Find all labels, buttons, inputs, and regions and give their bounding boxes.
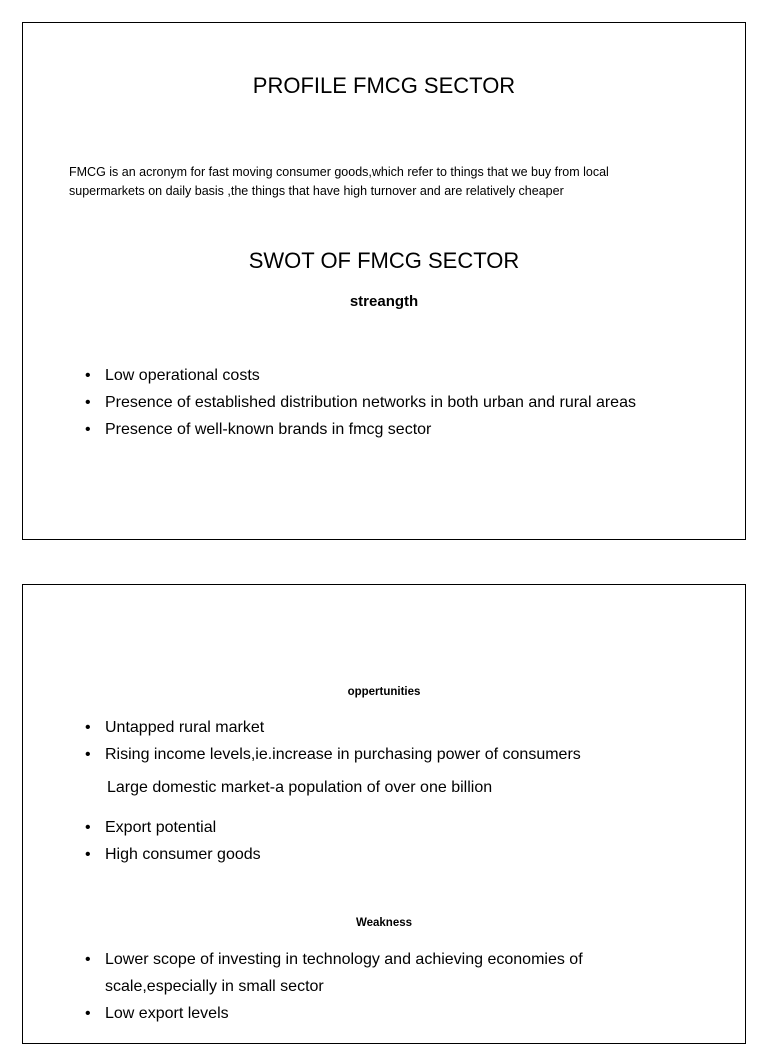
list-item: • Presence of well-known brands in fmcg sector (83, 416, 636, 443)
strength-heading: streangth (349, 293, 419, 310)
list-item: • Presence of established distribution networks in both urban and rural areas (83, 389, 636, 416)
slide-swot (22, 584, 746, 1044)
list-item: • Low export levels (83, 1000, 625, 1027)
list-item: • Untapped rural market (83, 714, 581, 741)
list-item: • High consumer goods (83, 841, 261, 868)
opportunity-plain-line: Large domestic market-a population of over one billion (107, 779, 493, 796)
list-item: • Lower scope of investing in technology and achieving economies of scale,especially in small sector (83, 946, 625, 1000)
list-item: • Export potential (83, 814, 261, 841)
list-item: • Rising income levels,ie.increase in purchasing power of consumers (83, 741, 581, 768)
paragraph-line: FMCG is an acronym for fast moving consumer goods,which refer to things that we buy from local (69, 165, 609, 179)
weakness-heading: Weakness (355, 917, 413, 929)
weakness-list (83, 946, 625, 1027)
intro-paragraph (69, 163, 709, 201)
list-item: • Low operational costs (83, 362, 636, 389)
paragraph-line: supermarkets on daily basis ,the things that have high turnover and are relatively cheaper (69, 184, 564, 198)
opportunities-list-continued (83, 814, 261, 868)
opportunities-heading: oppertunities (347, 686, 421, 698)
opportunities-list (83, 714, 581, 768)
swot-title: SWOT OF FMCG SECTOR (248, 248, 520, 273)
strengths-list (83, 362, 636, 443)
slide-title: PROFILE FMCG SECTOR (252, 73, 516, 98)
slide-profile (22, 22, 746, 540)
